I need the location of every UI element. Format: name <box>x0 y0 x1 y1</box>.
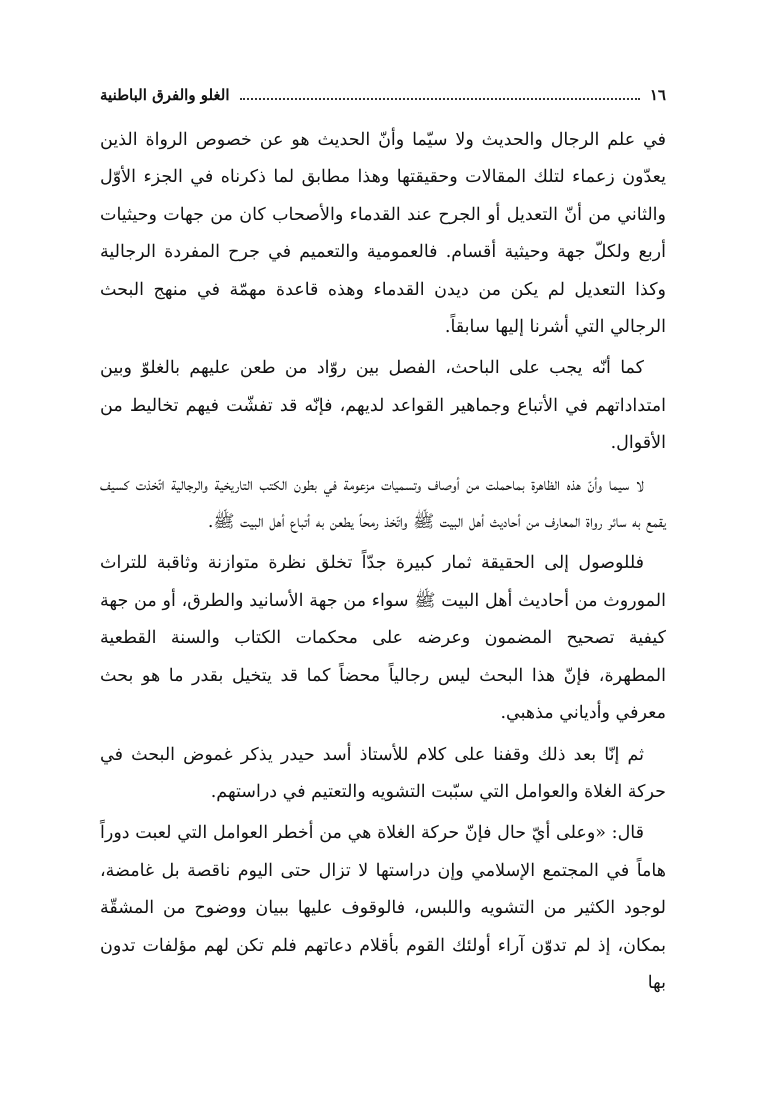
paragraph-5: ثم إنّا بعد ذلك وقفنا على كلام للأستاذ أسد حيدر يذكر غموض البحث في حركة الغلاة والعوامل التي سبّبت التشويه والتعتيم في دراستهم. <box>100 744 666 802</box>
main-text <box>100 122 666 1002</box>
paragraph-6: قال: «وعلى أيّ حال فإنّ حركة الغلاة هي من أخطر العوامل التي لعبت دوراً هاماً في المجتمع الإسلامي وإن دراستها لا تزال حتى اليوم ناقصة بل غامضة، لوجود الكثير من التشويه واللبس، فالوقوف عليها ببيان ووضوح من المشقّة بمكان، إذ لم تدوّن آراء أولئك القوم بأقلام دعاتهم فلم تكن لهم مؤلفات تدون بها <box>100 823 666 993</box>
paragraph-4: فللوصول إلى الحقيقة ثمار كبيرة جدّاً تخلق نظرة متوازنة وثاقبة للتراث الموروث من أحاديث أهل البيت ﷺ سواء من جهة الأسانيد والطرق، أو من جهة كيفية تصحيح المضمون وعرضه على محكمات الكتاب والسنة القطعية المطهرة، فإنّ هذا البحث ليس رجالياً محضاً كما قد يتخيل بقدر ما هو بحث معرفي وأدياني مذهبي. <box>100 553 666 724</box>
header-dot-leader <box>240 97 640 100</box>
paragraph-2: كما أنّه يجب على الباحث، الفصل بين روّاد من طعن عليهم بالغلوّ وبين امتداداتهم في الأتباع وجماهير القواعد لديهم، فإنّه قد تفشّت فيهم تخاليط من الأقوال. <box>100 358 666 454</box>
page-number: ١٦ <box>649 86 666 104</box>
running-header <box>100 86 666 112</box>
book-title: الغلو والفرق الباطنية <box>100 86 230 104</box>
page-body <box>100 86 666 1002</box>
paragraph-3: لا سيما وأنّ هذه الظاهرة بماحملت من أوصاف وتسميات مزعومة في بطون الكتب التاريخية والرجالية اتّخذت كسيف يقمع به سائر رواة المعارف من أحاديث أهل البيت ﷺ واتّخذ رمحاً يطعن به أتباع أهل البيت ﷺ. <box>100 474 666 533</box>
paragraph-1: في علم الرجال والحديث ولا سيّما وأنّ الحديث هو عن خصوص الرواة الذين يعدّون زعماء لتلك المقالات وحقيقتها وهذا مطابق لما ذكرناه في الجزء الأوّل والثاني من أنّ التعديل أو الجرح عند القدماء والأصحاب كان من جهات وحيثيات أربع ولكلّ جهة وحيثية أقسام. فالعمومية والتعميم في جرح المفردة الرجالية وكذا التعديل لم يكن من ديدن القدماء وهذه قاعدة مهمّة في منهج البحث الرجالي التي أشرنا إليها سابقاً. <box>100 130 666 338</box>
